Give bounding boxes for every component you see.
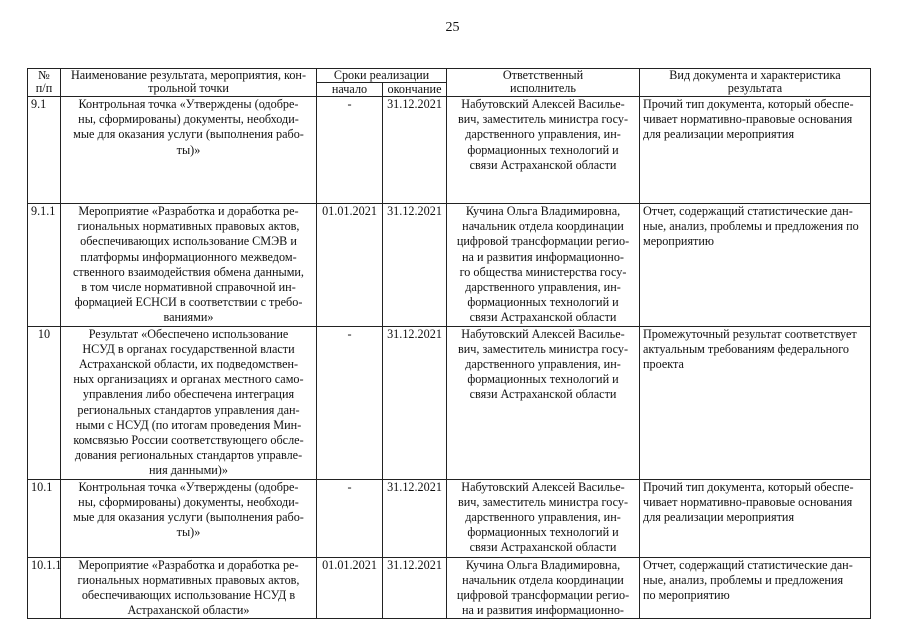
row-result: Прочий тип документа, который обеспе- чивает нормативно-правовые основания для реализации мероприятия bbox=[640, 97, 871, 204]
row-name: Контрольная точка «Утверждены (одобре- ны, сформированы) документы, необходи- мые для оказания услуги (выполнения рабо- ты)» bbox=[61, 479, 317, 557]
row-num: 9.1.1 bbox=[28, 204, 61, 327]
row-result: Отчет, содержащий статистические дан- ные, анализ, проблемы и предложения по мероприятию bbox=[640, 204, 871, 327]
row-name: Результат «Обеспечено использование НСУД в органах государственной власти Астраханской области, их подведомствен- ных организациях и органах местного само- управления либо обеспечена интеграция региональных стандартов управления дан- ными с НСУД (по итогам проведения Мин- комсвязью России соответствующего обсле- дования региональных стандартов управле- ния данными)» bbox=[61, 326, 317, 479]
header-num: № п/п bbox=[28, 69, 61, 97]
row-end: 31.12.2021 bbox=[383, 204, 447, 327]
header-result: Вид документа и характеристика результата bbox=[640, 69, 871, 97]
table-row bbox=[28, 97, 871, 204]
table-row bbox=[28, 479, 871, 557]
table-row bbox=[28, 204, 871, 327]
row-responsible: Набутовский Алексей Василье- вич, заместитель министра госу- дарственного управления, ин- формационных технологий и связи Астраханской области bbox=[447, 97, 640, 204]
table-row bbox=[28, 557, 871, 619]
row-responsible: Кучина Ольга Владимировна, начальник отдела координации цифровой трансформации регио- на и развития информационно- го общества министерства госу- дарственного управления, ин- формационных технологий и связи Астраханской области bbox=[447, 204, 640, 327]
row-num: 10.1 bbox=[28, 479, 61, 557]
row-num: 9.1 bbox=[28, 97, 61, 204]
header-responsible: Ответственный исполнитель bbox=[447, 69, 640, 97]
row-end: 31.12.2021 bbox=[383, 326, 447, 479]
implementation-plan-table bbox=[27, 68, 871, 619]
row-name: Мероприятие «Разработка и доработка ре- гиональных нормативных правовых актов, обеспечивающих использование СМЭВ и платформы информационного межведом- ственного взаимодействия обмена данными, в том числе нормативной справочной ин- формацией ЕСНСИ в соответствии с требо- ваниями» bbox=[61, 204, 317, 327]
header-terms: Сроки реализации bbox=[317, 69, 447, 83]
header-start: начало bbox=[317, 83, 383, 97]
row-responsible: Набутовский Алексей Василье- вич, заместитель министра госу- дарственного управления, ин- формационных технологий и связи Астраханской области bbox=[447, 326, 640, 479]
row-end: 31.12.2021 bbox=[383, 97, 447, 204]
header-name: Наименование результата, мероприятия, кон- трольной точки bbox=[61, 69, 317, 97]
header-end: окончание bbox=[383, 83, 447, 97]
row-responsible: Набутовский Алексей Василье- вич, заместитель министра госу- дарственного управления, ин- формационных технологий и связи Астраханской области bbox=[447, 479, 640, 557]
row-end: 31.12.2021 bbox=[383, 557, 447, 619]
row-result: Промежуточный результат соответствует актуальным требованиям федерального проекта bbox=[640, 326, 871, 479]
row-start: 01.01.2021 bbox=[317, 204, 383, 327]
row-name: Мероприятие «Разработка и доработка ре- гиональных нормативных правовых актов, обеспечивающих использование НСУД в Астраханской области» bbox=[61, 557, 317, 619]
row-start: - bbox=[317, 479, 383, 557]
row-num: 10.1.1 bbox=[28, 557, 61, 619]
row-name: Контрольная точка «Утверждены (одобре- ны, сформированы) документы, необходи- мые для оказания услуги (выполнения рабо- ты)» bbox=[61, 97, 317, 204]
row-responsible: Кучина Ольга Владимировна, начальник отдела координации цифровой трансформации регио- на и развития информационно- bbox=[447, 557, 640, 619]
row-num: 10 bbox=[28, 326, 61, 479]
row-result: Прочий тип документа, который обеспе- чивает нормативно-правовые основания для реализации мероприятия bbox=[640, 479, 871, 557]
row-end: 31.12.2021 bbox=[383, 479, 447, 557]
row-start: - bbox=[317, 326, 383, 479]
row-start: 01.01.2021 bbox=[317, 557, 383, 619]
page-number: 25 bbox=[445, 20, 460, 35]
row-start: - bbox=[317, 97, 383, 204]
table-header-row bbox=[28, 69, 871, 83]
table-row bbox=[28, 326, 871, 479]
row-result: Отчет, содержащий статистические дан- ные, анализ, проблемы и предложения по мероприятию bbox=[640, 557, 871, 619]
